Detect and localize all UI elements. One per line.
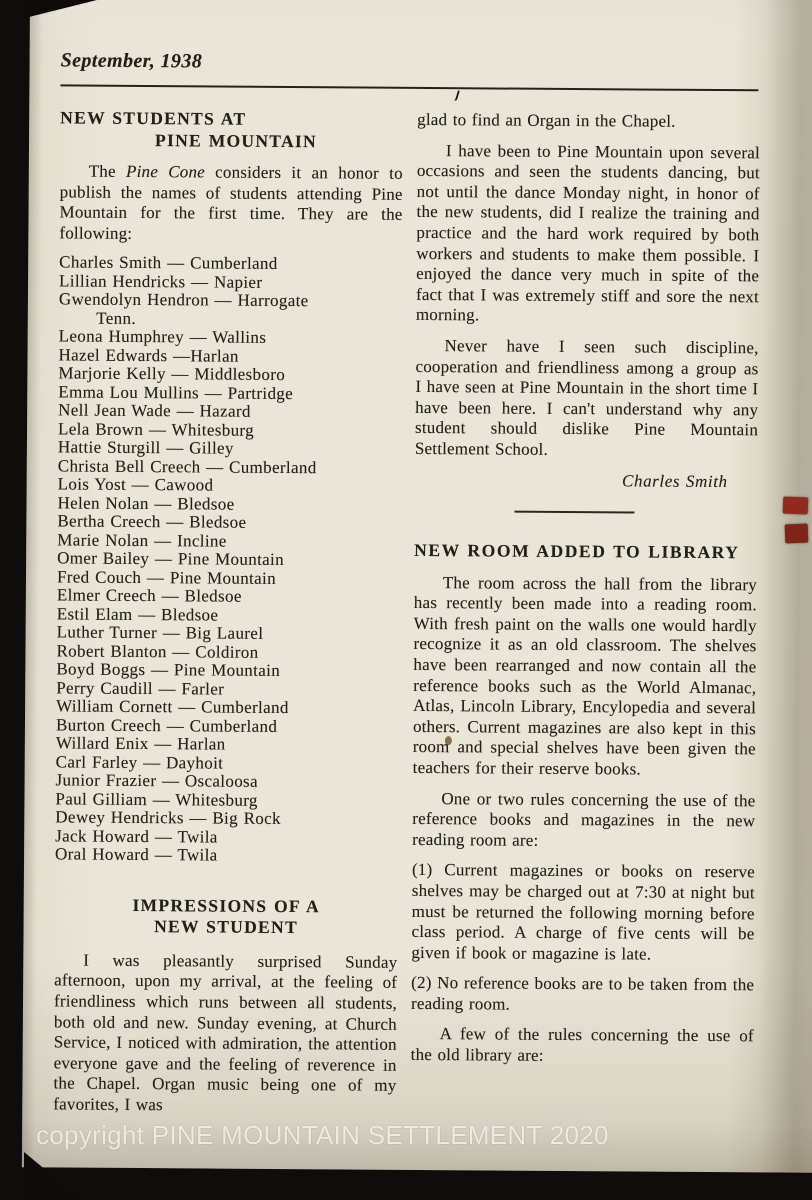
student-entry: Nell Jean Wade — Hazard <box>58 400 251 422</box>
impressions-title-line1: IMPRESSIONS OF A <box>132 894 321 917</box>
student-entry: Gwendolyn Hendron — Harrogate Tenn. <box>58 289 309 328</box>
student-entry: Leona Humphrey — Wallins <box>58 326 267 348</box>
student-entry: Bertha Creech — Bledsoe <box>57 511 247 533</box>
student-entry: Junior Frazier — Oscaloosa <box>55 770 259 792</box>
pine-cone-name: Pine Cone <box>125 161 206 182</box>
library-paragraph-1: The room across the hall from the library has recently been made into a reading room. With fresh paint on the walls one would hardly recognize it as an old classroom. The shelves have been rearranged and now contain all the reference books such as the World Almanac, Atlas, Lincoln Library, Encylopedia and several others. Current magazines are also kept in this room and special shelves have been given the teachers for their reserve books. <box>412 572 758 779</box>
student-entry: Omer Bailey — Pine Mountain <box>57 548 285 570</box>
student-entry: Hazel Edwards —Harlan <box>58 345 239 366</box>
student-entry: Charles Smith — Cumberland <box>59 252 278 274</box>
impressions-continued-line: glad to find an Organ in the Chapel. <box>417 109 676 131</box>
library-rule-1: (1) Current magazines or books on reserve shelves may be charged out at 7:30 at night but must be returned the following morning before class period. A charge of five cents will be given if book or magazine is late. <box>411 860 756 964</box>
copyright-watermark: copyright PINE MOUNTAIN SETTLEMENT 2020 <box>36 1120 609 1150</box>
student-entry: Estil Elam — Bledsoe <box>56 604 219 625</box>
paper-sheet <box>22 0 812 1173</box>
scan-corner-bottom-left <box>24 1152 82 1200</box>
student-entry: Lois Yost — Cawood <box>57 474 214 495</box>
new-students-intro <box>59 161 403 246</box>
right-column <box>410 110 760 1130</box>
student-entry: Carl Farley — Dayhoit <box>55 752 224 773</box>
student-entry: Lillian Hendricks — Napier <box>59 271 263 292</box>
scan-corner-top-left <box>25 0 97 18</box>
left-column <box>53 107 403 1127</box>
student-entry: Dewey Hendricks — Big Rock <box>55 807 281 829</box>
student-entry: Helen Nolan — Bledsoe <box>57 493 235 514</box>
student-entry: Willard Enix — Harlan <box>55 733 226 754</box>
masthead-date: September, 1938 <box>60 49 203 73</box>
scan-mark-apostrophe <box>454 90 460 101</box>
student-entry: Jack Howard — Twila <box>55 826 218 847</box>
student-entry: Elmer Creech — Bledsoe <box>56 585 242 607</box>
student-entry: Lela Brown — Whitesburg <box>57 419 255 440</box>
library-closing-line: A few of the rules concerning the use of the old library are: <box>410 1024 754 1065</box>
impressions-paragraph-3: Never have I seen such discipline, cooperation and friendliness among a group as I have seen at Pine Mountain in the short time I have been here. I can't understand why any student should dislike Pine Mountain Settlement School. <box>414 336 759 459</box>
impressions-paragraph-2: I have been to Pine Mountain upon several occasions and seen the students dancing, but not until the dance Monday night, in honor of the new students, did I realize the training and practice and the hard work required by both workers and students to make them possible. I enjoyed the dance very much in spite of the fact that I was extremely stiff and sore the next morning. <box>415 140 761 325</box>
student-entry: Paul Gilliam — Whitesburg <box>55 789 258 810</box>
student-entry: Hattie Sturgill — Gilley <box>57 437 234 459</box>
impressions-title <box>54 894 397 939</box>
student-entry: Marjorie Kelly — Middlesboro <box>58 363 286 385</box>
student-entry: Christa Bell Creech — Cumberland <box>57 456 317 478</box>
student-entry: William Cornett — Cumberland <box>56 696 289 718</box>
student-entry: Fred Couch — Pine Mountain <box>56 567 277 588</box>
library-rule-2: (2) No reference books are to be taken from the reading room. <box>410 973 755 1014</box>
student-entry: Marie Nolan — Incline <box>57 530 227 551</box>
library-paragraph-2: One or two rules concerning the use of the reference books and magazines in the new reading room are: <box>412 788 756 850</box>
binding-mark-red-bottom <box>785 524 809 544</box>
new-students-title-line1: NEW STUDENTS AT <box>60 107 247 129</box>
student-entry: Robert Blanton — Coldiron <box>56 641 259 662</box>
new-students-title-line2: PINE MOUNTAIN <box>154 129 318 151</box>
student-entry: Luther Turner — Big Laurel <box>56 622 264 644</box>
student-entry: Burton Creech — Cumberland <box>55 715 278 736</box>
section-divider-rule <box>514 511 634 514</box>
masthead-rule <box>60 84 758 91</box>
library-article-title: NEW ROOM ADDED TO LIBRARY <box>414 540 740 563</box>
intro-text-post: considers it an honor to publish the names of students attending Pine Mountain for the first time. They are the following: <box>59 162 403 243</box>
intro-text-pre: The <box>88 161 116 181</box>
student-entry: Emma Lou Mullins — Partridge <box>58 382 294 403</box>
author-signature: Charles Smith <box>622 470 728 491</box>
two-column-layout <box>53 107 760 1129</box>
student-entry: Oral Howard — Twila <box>55 844 218 865</box>
impressions-title-line2: NEW STUDENT <box>154 916 299 938</box>
impressions-paragraph-1: I was pleasantly surprised Sunday afternoon, upon my arrival, at the feeling of friendliness which runs between all students, both old and new. Sunday evening, at Church Service, I noticed with admiration, the attention everyone gave and the feeling of reverence in the Chapel. Organ music being one of my favorites, I was <box>53 950 398 1115</box>
student-entry: Boyd Boggs — Pine Mountain <box>56 659 281 681</box>
new-students-title <box>60 107 403 152</box>
binding-mark-red-top <box>783 497 809 515</box>
student-list <box>55 254 402 867</box>
student-entry: Perry Caudill — Farler <box>56 678 225 699</box>
